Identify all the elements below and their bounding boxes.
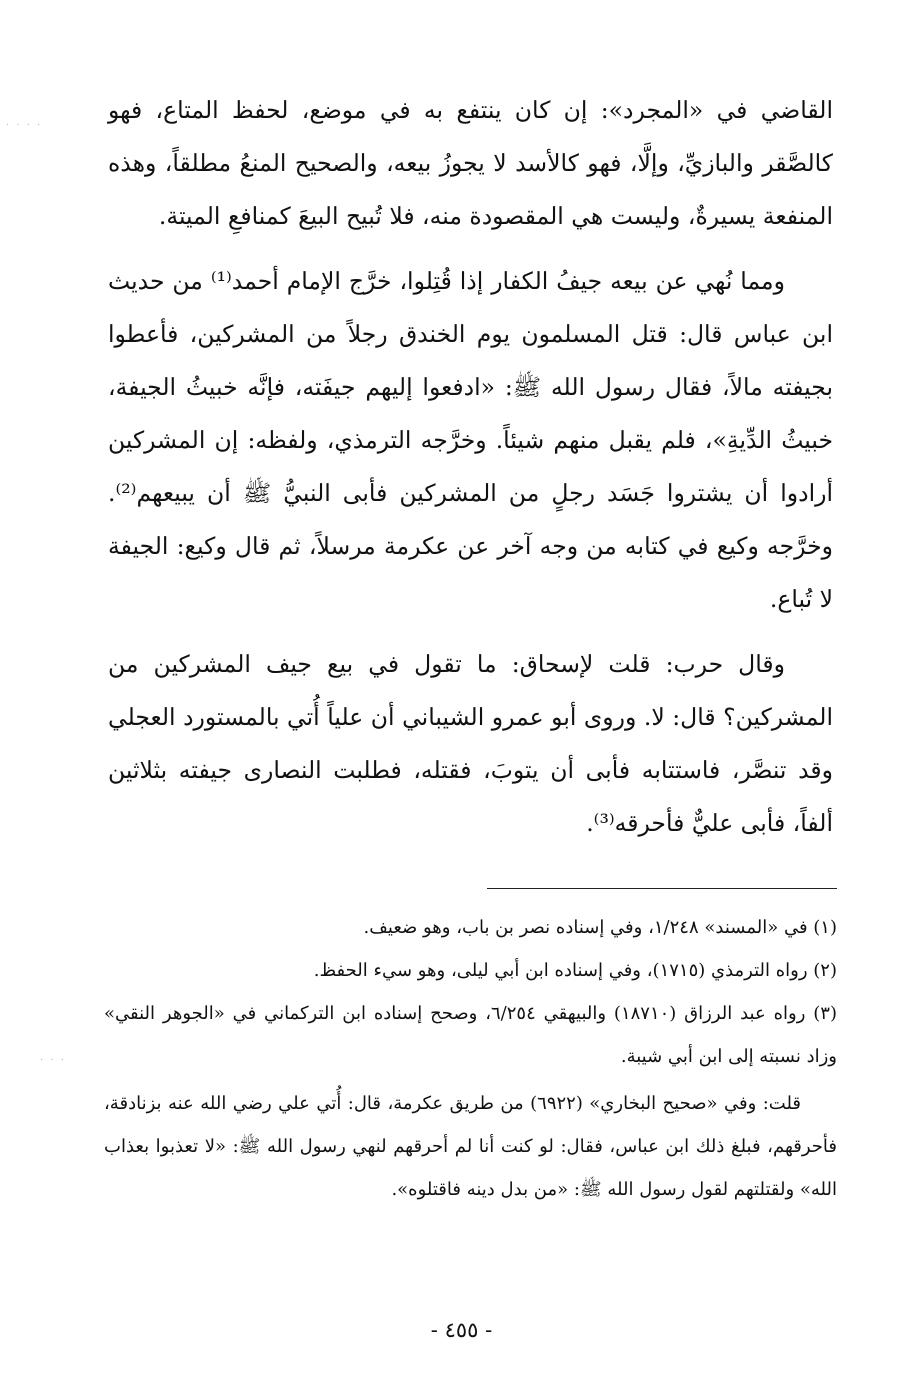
footnotes xyxy=(104,906,837,1211)
page-number: - ٤٥٥ - xyxy=(430,1318,493,1342)
footnote-note: قلت: وفي «صحيح البخاري» (٦٩٢٢) من طريق عكرمة، قال: أُتي علي رضي الله عنه بزنادقة، فأحرقهم، فبلغ ذلك ابن عباس، فقال: لو كنت أنا لم أحرقهم لنهي رسول الله ﷺ: «لا تعذبوا بعذاب الله» ولقتلتهم لقول رسول الله ﷺ: «من بدل دينه فاقتلوه». xyxy=(104,1093,837,1200)
footnote: (١) في «المسند» ١/٢٤٨، وفي إسناده نصر بن باب، وهو ضعيف. xyxy=(363,917,837,938)
main-text xyxy=(108,84,833,862)
footnote: (٢) رواه الترمذي (١٧١٥)، وفي إسناده ابن أبي ليلى، وهو سيء الحفظ. xyxy=(313,960,837,981)
footnote-separator xyxy=(487,888,837,889)
paragraph: القاضي في «المجرد»: إن كان ينتفع به في موضع، لحفظ المتاع، فهو كالصَّقر والبازيِّ، وإلَّا، فهو كالأسد لا يجوزُ بيعه، والصحيح المنعُ مطلقاً، وهذه المنفعة يسيرةٌ، وليست هي المقصودة منه، فلا تُبيح البيعَ كمنافعِ الميتة. xyxy=(108,96,833,230)
paragraph: وقال حرب: قلت لإسحاق: ما تقول في بيع جيف المشركين من المشركين؟ قال: لا. وروى أبو عمرو الشيباني أن علياً أُتي بالمستورد العجلي وقد تنصَّر، فاستتابه فأبى أن يتوبَ، فقتله، فطلبت النصارى جيفته بثلاثين ألفاً، فأبى عليٌّ فأحرقه⁽³⁾. xyxy=(108,650,833,837)
footnote: (٣) رواه عبد الرزاق (١٨٧١٠) والبيهقي ٦/٢٥٤، وصحح إسناده ابن التركماني في «الجوهر النقي» وزاد نسبته إلى ابن أبي شيبة. xyxy=(104,1003,837,1067)
scan-margin-marks: · · · xyxy=(40,1055,66,1066)
paragraph: ومما نُهي عن بيعه جيفُ الكفار إذا قُتِلوا، خرَّج الإمام أحمد⁽¹⁾ من حديث ابن عباس قال: قتل المسلمون يوم الخندق رجلاً من المشركين، فأعطوا بجيفته مالاً، فقال رسول الله ﷺ: «ادفعوا إليهم جيفَته، فإنَّه خبيثُ الجيفة، خبيثُ الدِّيةِ»، فلم يقبل منهم شيئاً. وخرَّجه الترمذي، ولفظه: إن المشركين أرادوا أن يشتروا جَسَد رجلٍ من المشركين فأبى النبيُّ ﷺ أن يبيعهم⁽²⁾. وخرَّجه وكيع في كتابه من وجه آخر عن عكرمة مرسلاً، ثم قال وكيع: الجيفة لا تُباع. xyxy=(108,267,833,613)
scan-margin-marks: · · · · xyxy=(6,120,43,131)
